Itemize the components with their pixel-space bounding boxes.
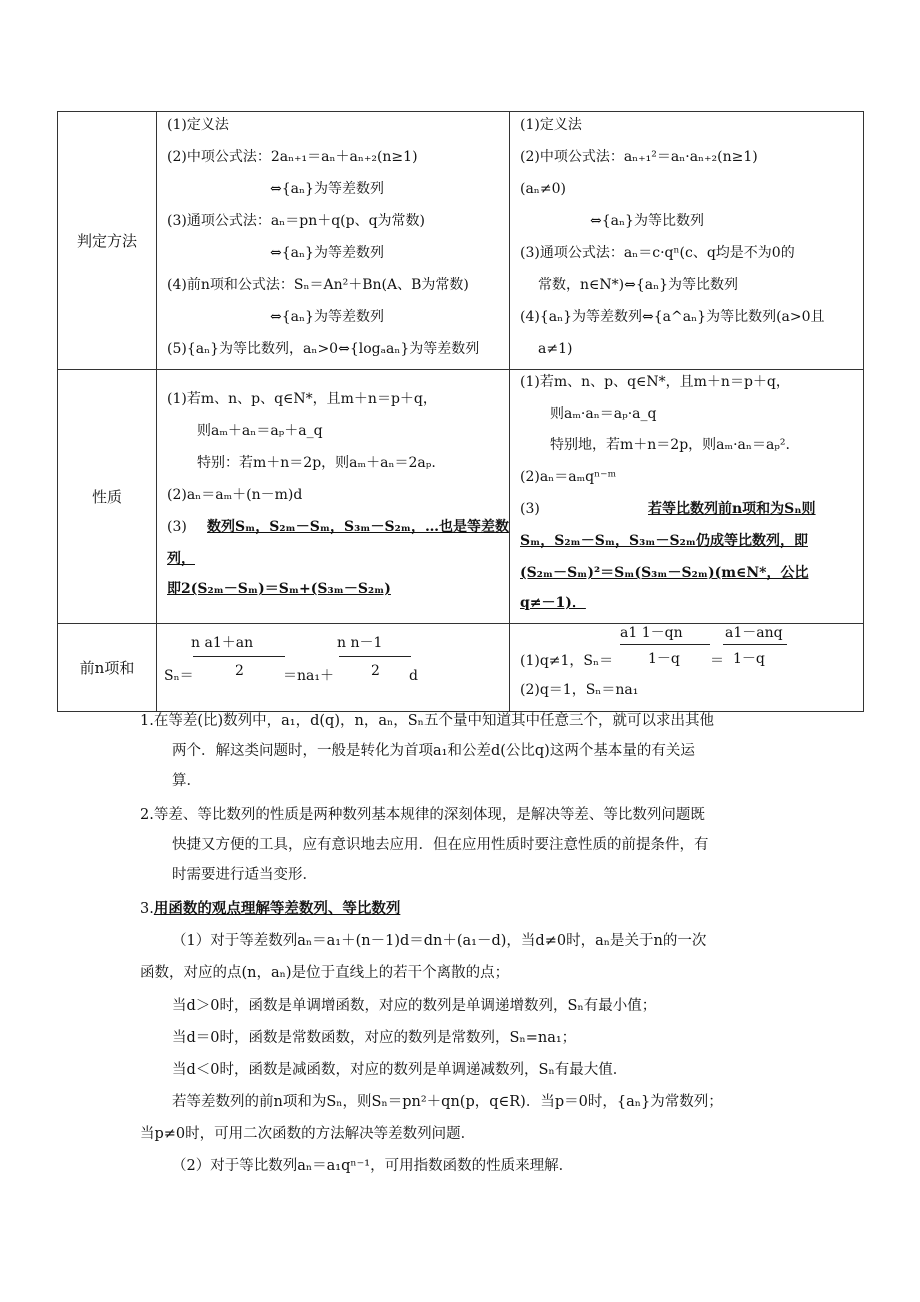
- fraction-bar: [339, 656, 411, 657]
- list-item: q≠－1)．: [520, 595, 586, 611]
- geometric-judgement-cell: [510, 112, 864, 370]
- formula-lhs: Sₙ＝: [164, 668, 194, 684]
- formula-middle: ＝na₁＋: [283, 668, 334, 684]
- section-title: 用函数的观点理解等差数列、等比数列: [153, 900, 401, 917]
- note-2-line-2: 快捷又方便的工具，应有意识地去应用．但在应用性质时要注意性质的前提条件，有: [172, 837, 709, 853]
- formula-tail: d: [409, 668, 418, 684]
- section-number: 3.: [140, 901, 154, 917]
- list-item: (5){aₙ}为等比数列，aₙ>0⇔{logₐaₙ}为等差数列: [167, 341, 480, 357]
- row-label-judgement: 判定方法: [58, 112, 157, 370]
- fraction-denominator: 1－q: [733, 651, 765, 667]
- list-item: ⇔{aₙ}为等差数列: [270, 245, 384, 261]
- paragraph-line: （1）对于等差数列aₙ＝a₁＋(n－1)d＝dn＋(a₁－d)，当d≠0时，aₙ是关于n的一次: [172, 933, 707, 949]
- list-item: (1)定义法: [167, 117, 229, 133]
- geometric-properties-cell: [510, 370, 864, 624]
- paragraph-line: 函数，对应的点(n，aₙ)是位于直线上的若干个离散的点；: [140, 965, 510, 981]
- note-2-line-1: 2.等差、等比数列的性质是两种数列基本规律的深刻体现，是解决等差、等比数列问题既: [140, 807, 705, 823]
- list-item: 则aₘ＋aₙ＝aₚ＋a_q: [197, 423, 323, 439]
- list-item: (1)定义法: [520, 117, 582, 133]
- sequence-comparison-table: [57, 111, 864, 712]
- fraction-numerator: a1 1－qn: [620, 625, 683, 641]
- list-item: (2)中项公式法：aₙ₊₁²＝aₙ·aₙ₊₂(n≥1): [520, 149, 758, 165]
- note-1-line-3: 算．: [172, 773, 201, 789]
- geometric-sum-formula: [510, 624, 863, 711]
- list-item: (2)aₙ＝aₘ＋(n－m)d: [167, 487, 303, 503]
- fraction-denominator: 1－q: [648, 651, 680, 667]
- list-item: (4)前n项和公式法：Sₙ＝An²＋Bn(A、B为常数): [167, 277, 469, 293]
- list-item: (2)中项公式法：2aₙ₊₁＝aₙ＋aₙ₊₂(n≥1): [167, 149, 418, 165]
- list-item: 若等比数列前n项和为Sₙ则: [648, 501, 816, 517]
- formula-lhs: (1)q≠1，Sₙ＝: [520, 653, 614, 669]
- paragraph-line: 当d＞0时，函数是单调增函数，对应的数列是单调递增数列，Sₙ有最小值；: [172, 998, 657, 1014]
- list-item: (3)通项公式法：aₙ＝pn＋q(p、q为常数): [167, 213, 426, 229]
- formula-equals: ＝: [710, 653, 724, 669]
- fraction-numerator: n a1＋an: [191, 635, 254, 651]
- formula-case-q-equals-1: (2)q＝1，Sₙ＝na₁: [520, 682, 639, 698]
- note-1-line-1: 1.在等差(比)数列中，a₁，d(q)，n，aₙ，Sₙ五个量中知道其中任意三个，就可以求出其他: [140, 713, 714, 729]
- list-item: ⇔{aₙ}为等差数列: [270, 309, 384, 325]
- list-item: (aₙ≠0): [520, 181, 566, 197]
- paragraph-line: 当p≠0时，可用二次函数的方法解决等差数列问题．: [140, 1126, 476, 1142]
- note-2-line-3: 时需要进行适当变形．: [172, 867, 317, 883]
- list-item: (3): [520, 501, 540, 517]
- fraction-denominator: 2: [371, 663, 380, 679]
- list-item: 即2(S₂ₘ－Sₘ)＝Sₘ+(S₃ₘ－S₂ₘ): [167, 581, 391, 597]
- fraction-numerator: a1－anq: [725, 625, 783, 641]
- list-item: (3)通项公式法：aₙ＝c·qⁿ(c、q均是不为0的: [520, 245, 795, 261]
- paragraph-line: （2）对于等比数列aₙ＝a₁qⁿ⁻¹，可用指数函数的性质来理解．: [172, 1158, 574, 1174]
- arithmetic-judgement-cell: [157, 112, 510, 370]
- row-label-sum: 前n项和: [58, 624, 157, 712]
- section-3-heading: [140, 900, 400, 918]
- list-item: (3): [167, 519, 187, 535]
- arithmetic-properties-cell: [157, 370, 510, 624]
- list-item: (4){aₙ}为等差数列⇔{a^aₙ}为等比数列(a>0且: [520, 309, 825, 325]
- fraction-denominator: 2: [235, 663, 244, 679]
- paragraph-line: 当d＝0时，函数是常数函数，对应的数列是常数列，Sₙ=na₁；: [172, 1030, 577, 1046]
- list-item: Sₘ，S₂ₘ－Sₘ，S₃ₘ－S₂ₘ仍成等比数列，即: [520, 533, 808, 549]
- note-1-line-2: 两个．解这类问题时，一般是转化为首项a₁和公差d(公比q)这两个基本量的有关运: [172, 743, 695, 759]
- list-item: ⇔{aₙ}为等比数列: [590, 213, 704, 229]
- fraction-bar: [620, 644, 710, 645]
- list-item: 特别：若m＋n＝2p，则aₘ＋aₙ＝2aₚ.: [197, 455, 436, 471]
- fraction-bar: [723, 644, 787, 645]
- list-item: ⇔{aₙ}为等差数列: [270, 181, 384, 197]
- arithmetic-sum-cell: [157, 624, 510, 712]
- fraction-numerator: n n－1: [337, 635, 383, 651]
- fraction-bar: [193, 656, 285, 657]
- arithmetic-sum-formula: [157, 624, 509, 711]
- table-row: [58, 624, 864, 712]
- list-item: (1)若m、n、p、q∈N*，且m＋n＝p＋q，: [520, 374, 790, 390]
- list-item: 数列Sₘ，S₂ₘ－Sₘ，S₃ₘ－S₂ₘ，…也是等差数: [207, 519, 509, 535]
- paragraph-line: 当d＜0时，函数是减函数，对应的数列是单调递减数列，Sₙ有最大值．: [172, 1062, 628, 1078]
- list-item: (1)若m、n、p、q∈N*，且m＋n＝p＋q，: [167, 391, 437, 407]
- list-item: 则aₘ·aₙ＝aₚ·a_q: [550, 406, 657, 422]
- list-item: 特别地，若m＋n＝2p，则aₘ·aₙ＝aₚ².: [550, 437, 790, 453]
- list-item: a≠1): [538, 341, 573, 357]
- geometric-sum-cell: [510, 624, 864, 712]
- table-row: [58, 370, 864, 624]
- list-item: 列，: [167, 551, 195, 567]
- list-item: (S₂ₘ－Sₘ)²＝Sₘ(S₃ₘ－S₂ₘ)(m∈N*，公比: [520, 565, 809, 581]
- row-label-properties: 性质: [58, 370, 157, 624]
- list-item: 常数，n∈N*)⇔{aₙ}为等比数列: [538, 277, 739, 293]
- table-row: [58, 112, 864, 370]
- paragraph-line: 若等差数列的前n项和为Sₙ，则Sₙ＝pn²＋qn(p，q∈R)．当p＝0时，{aₙ}为常数列；: [172, 1094, 723, 1110]
- list-item: (2)aₙ＝aₘqⁿ⁻ᵐ: [520, 469, 617, 485]
